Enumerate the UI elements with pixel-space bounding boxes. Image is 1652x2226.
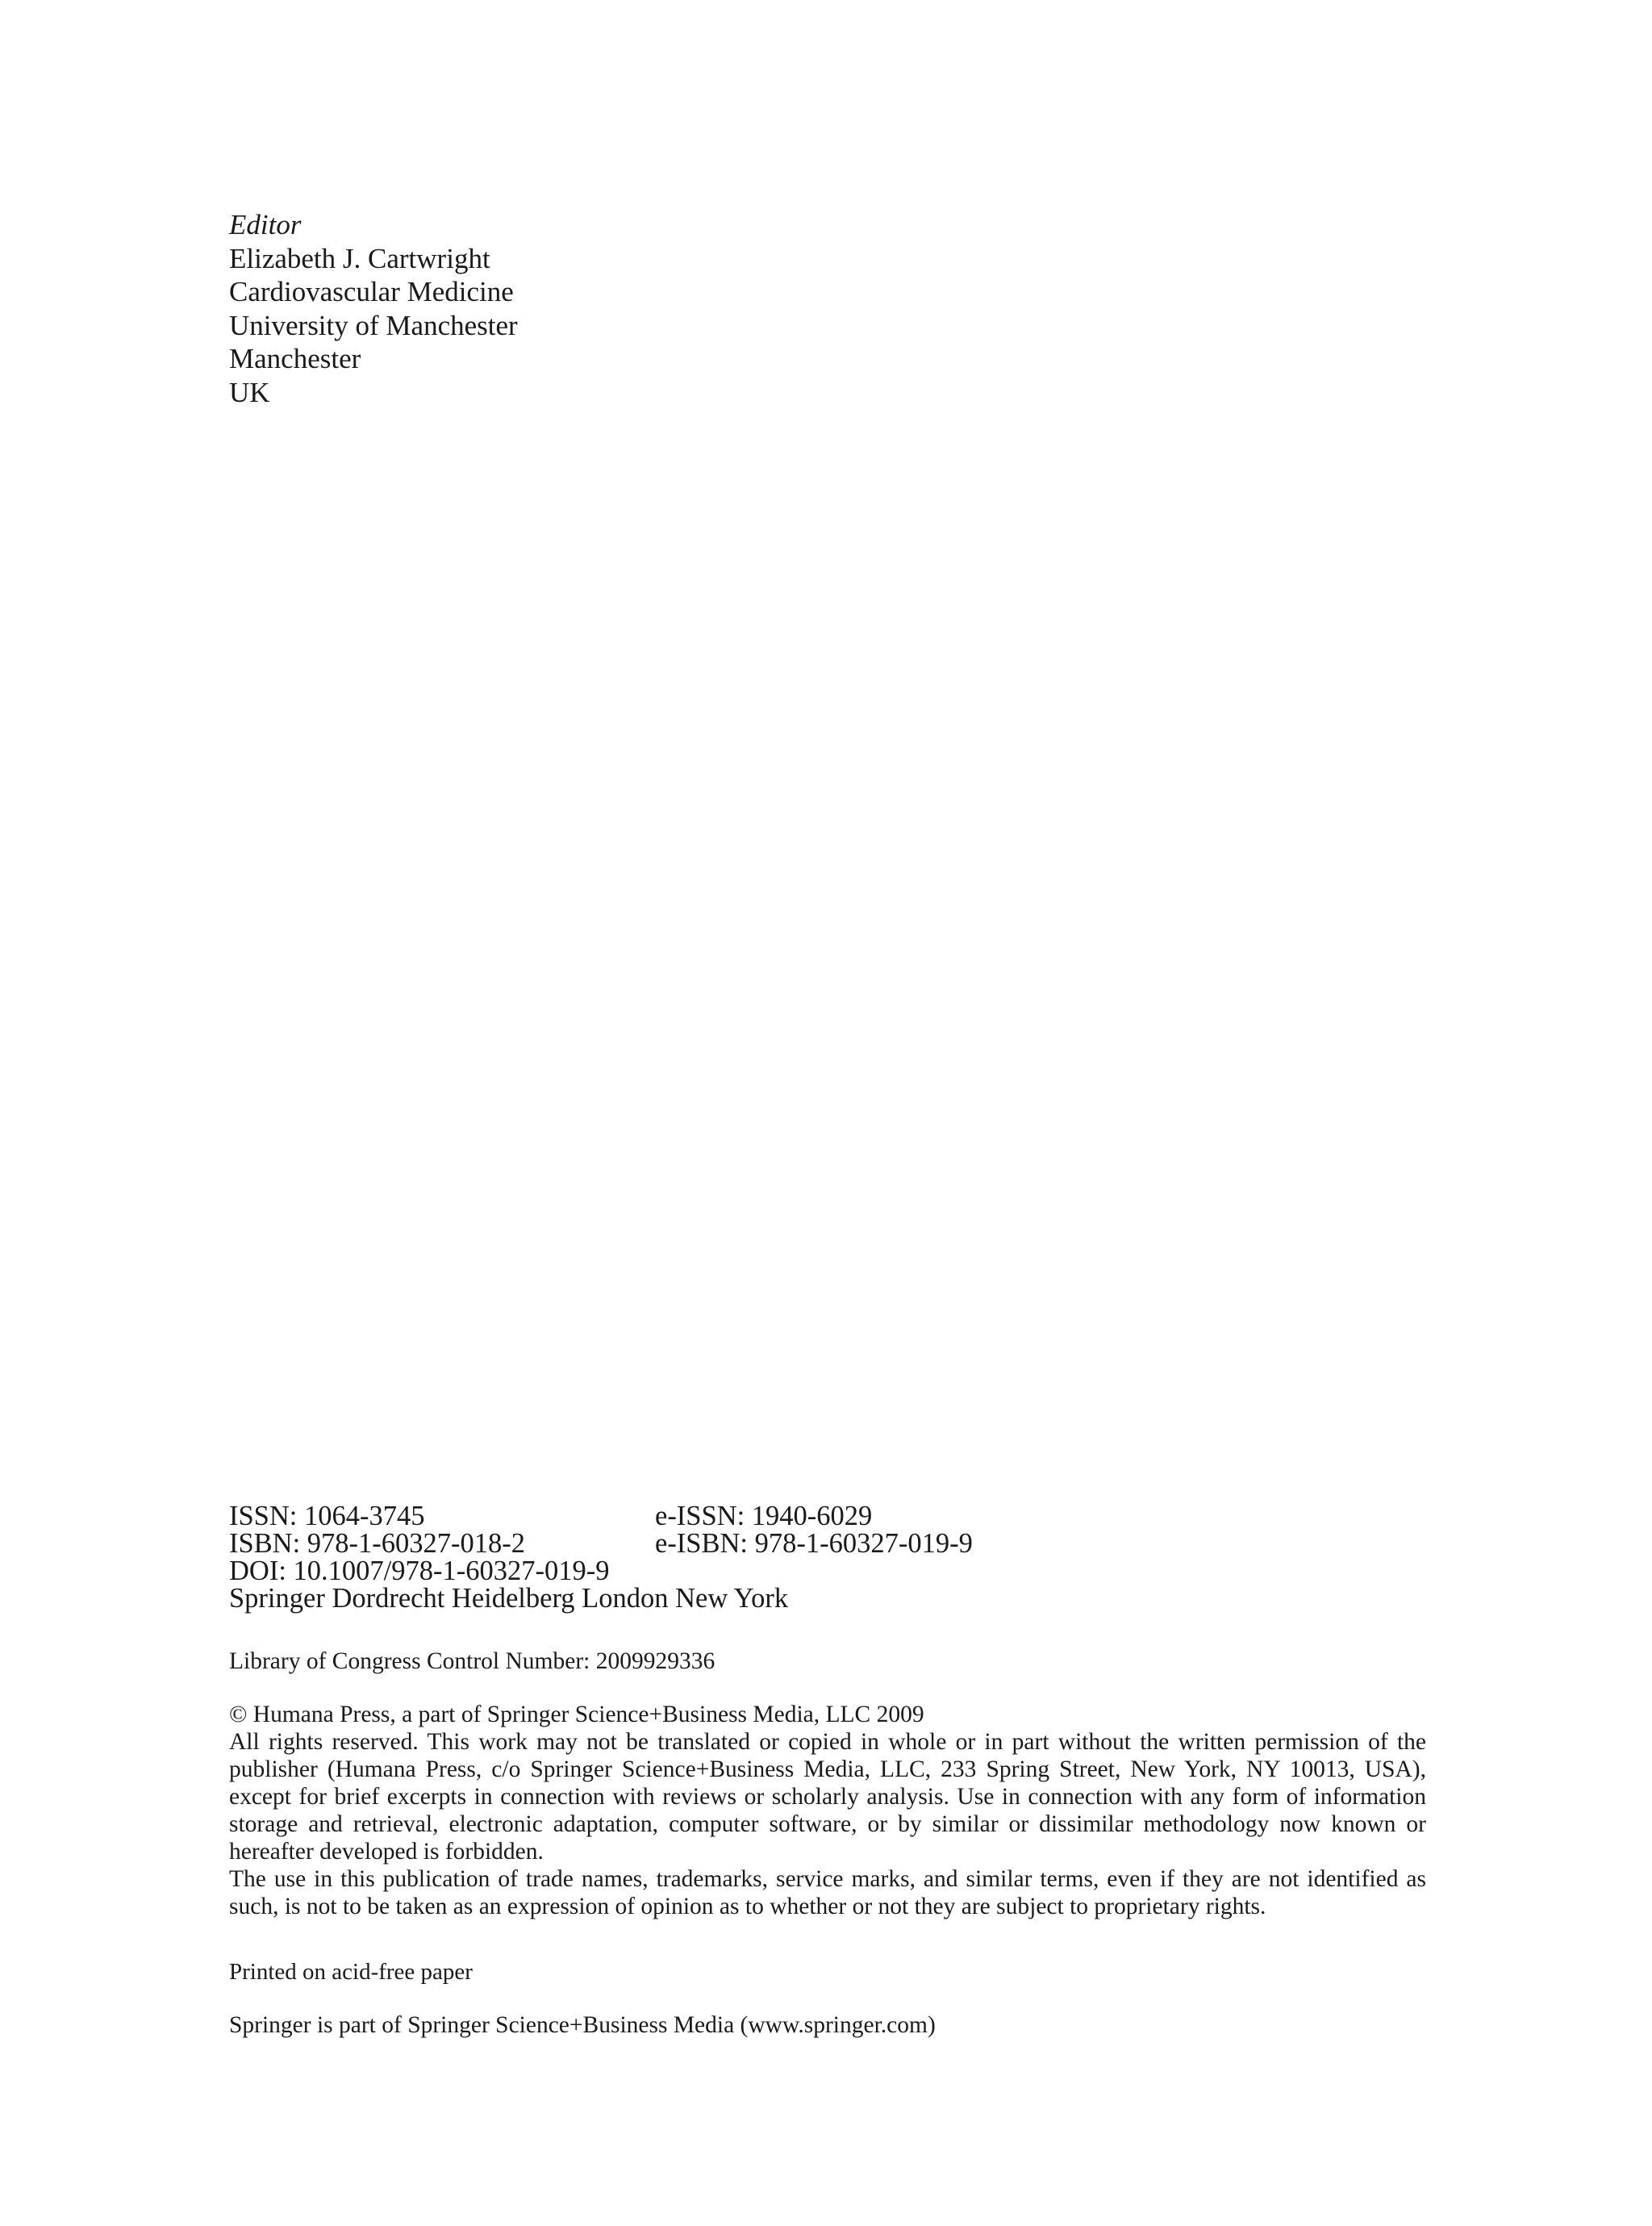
doi: DOI: 10.1007/978-1-60327-019-9 [229, 1556, 610, 1586]
rights-paragraph: All rights reserved. This work may not be translated or copied in whole or in part without the written permission of the publisher (Humana Press, c/o Springer Science+Business Media, LLC, 233 Spring Street, New York, NY 10013, USA), except for brief excerpts in connection with reviews or scholarly analysis. Use in connection with any form of information storage and retrieval, electronic adaptation, computer software, or by similar or dissimilar methodology now known or hereafter developed is forbidden. [229, 1729, 1426, 1865]
editor-city: Manchester [229, 343, 361, 374]
copyright-notice: © Humana Press, a part of Springer Science+Business Media, LLC 2009 [229, 1702, 924, 1727]
eisbn: e-ISBN: 978-1-60327-019-9 [655, 1528, 973, 1559]
trademarks-paragraph: The use in this publication of trade names, trademarks, service marks, and similar terms, even if they are not identified as such, is not to be taken as an expression of opinion as to whether or not they are subject to proprietary rights. [229, 1866, 1426, 1919]
editor-name: Elizabeth J. Cartwright [229, 242, 490, 274]
copyright-block [229, 1701, 1426, 1920]
editor-institution: University of Manchester [229, 309, 518, 341]
issn: ISSN: 1064-3745 [229, 1501, 425, 1531]
editor-info [229, 208, 1116, 409]
library-of-congress-number: Library of Congress Control Number: 2009929336 [229, 1648, 715, 1674]
isbn: ISBN: 978-1-60327-018-2 [229, 1528, 526, 1559]
issn-row [229, 1502, 1439, 1530]
printed-note: Printed on acid-free paper [229, 1959, 473, 1985]
editor-country: UK [229, 376, 270, 408]
springer-note: Springer is part of Springer Science+Business Media (www.springer.com) [229, 2012, 936, 2038]
publisher-locations: Springer Dordrecht Heidelberg London New York [229, 1583, 789, 1614]
eissn: e-ISSN: 1940-6029 [655, 1501, 873, 1531]
isbn-row [229, 1530, 1439, 1557]
identifiers-block [229, 1502, 1439, 1612]
editor-department: Cardiovascular Medicine [229, 276, 514, 307]
editor-label: Editor [229, 209, 302, 240]
